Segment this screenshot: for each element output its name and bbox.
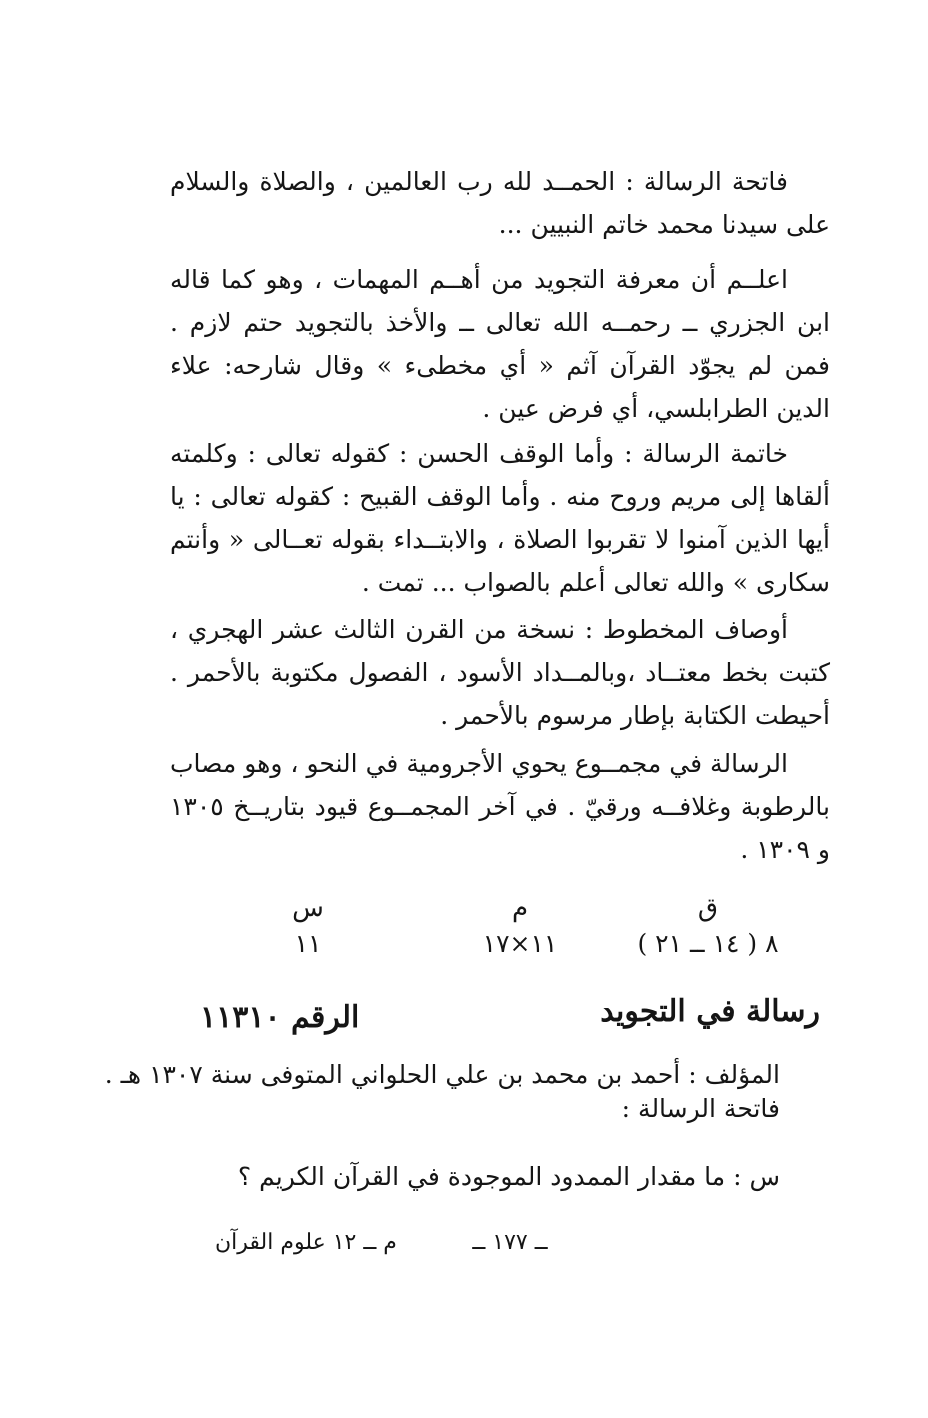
description-text: أوصاف المخطوط : نسخة من القرن الثالث عشر الهجري ، كتبت بخط معتــاد ،وبالمــداد الأسود ، الفصول مكتوبة بالأحمر . أحيطت الكتابة بإطار مرسوم بالأحمر . — [170, 615, 830, 730]
page-number: ــ ١٧٧ ــ — [472, 1230, 548, 1255]
record-number: الرقم ١١٣١٠ — [200, 1000, 360, 1035]
meta-folios-value: ٨ ( ١٤ ــ ٢١ ) — [637, 929, 779, 958]
meta-lines-value: ١١ — [294, 929, 322, 958]
knowledge-text: اعلــم أن معرفة التجويد من أهــم المهمات ، وهو كما قاله ابن الجزري ــ رحمــه الله تعالى ــ والأخذ بالتجويد حتم لازم . فمن لم يجوّد القرآن آثم « أي مخطىء » وقال شارحه: علاء الدين الطرابلسي، أي فرض عين . — [170, 265, 830, 423]
paragraph-manuscript-description — [170, 608, 830, 737]
collection-text: الرسالة في مجمــوع يحوي الأجرومية في النحو ، وهو مصاب بالرطوبة وغلافــه ورقيّ . في آخر المجمــوع قيود بتاريــخ ١٣٠٥ و ١٣٠٩ . — [170, 749, 830, 864]
entry-title: رسالة في التجويد — [600, 994, 820, 1029]
opening-text: فاتحة الرسالة : الحمــد لله رب العالمين ، والصلاة والسلام على سيدنا محمد خاتم النبيين ... — [170, 167, 830, 239]
paragraph-closing — [170, 432, 830, 604]
opening-question: س : ما مقدار الممدود الموجودة في القرآن الكريم ؟ — [237, 1162, 780, 1191]
opening-label: فاتحة الرسالة : — [621, 1094, 780, 1123]
paragraph-collection-note — [170, 742, 830, 871]
meta-size-label: م — [511, 893, 529, 923]
meta-folios-label: ق — [697, 893, 719, 923]
author-block — [104, 1058, 780, 1126]
paragraph-tajweed-knowledge — [170, 258, 830, 430]
author-line: المؤلف : أحمد بن محمد بن علي الحلواني المتوفى سنة ١٣٠٧ هـ . — [104, 1060, 780, 1089]
meta-size — [460, 890, 580, 962]
running-title: م ــ ١٢ علوم القرآن — [215, 1230, 397, 1255]
paragraph-opening — [170, 160, 830, 246]
meta-lines — [258, 890, 358, 962]
meta-size-value: ١١×١٧ — [482, 929, 558, 958]
meta-lines-label: س — [292, 893, 324, 923]
closing-text: خاتمة الرسالة : وأما الوقف الحسن : كقوله تعالى : وكلمته ألقاها إلى مريم وروح منه . وأما الوقف القبيح : كقوله تعالى : يا أيها الذين آمنوا لا تقربوا الصلاة ، والابتــداء بقوله تعــالى « وأنتم سكارى » والله تعالى أعلم بالصواب ... تمت . — [170, 439, 830, 597]
meta-folios — [628, 890, 788, 962]
